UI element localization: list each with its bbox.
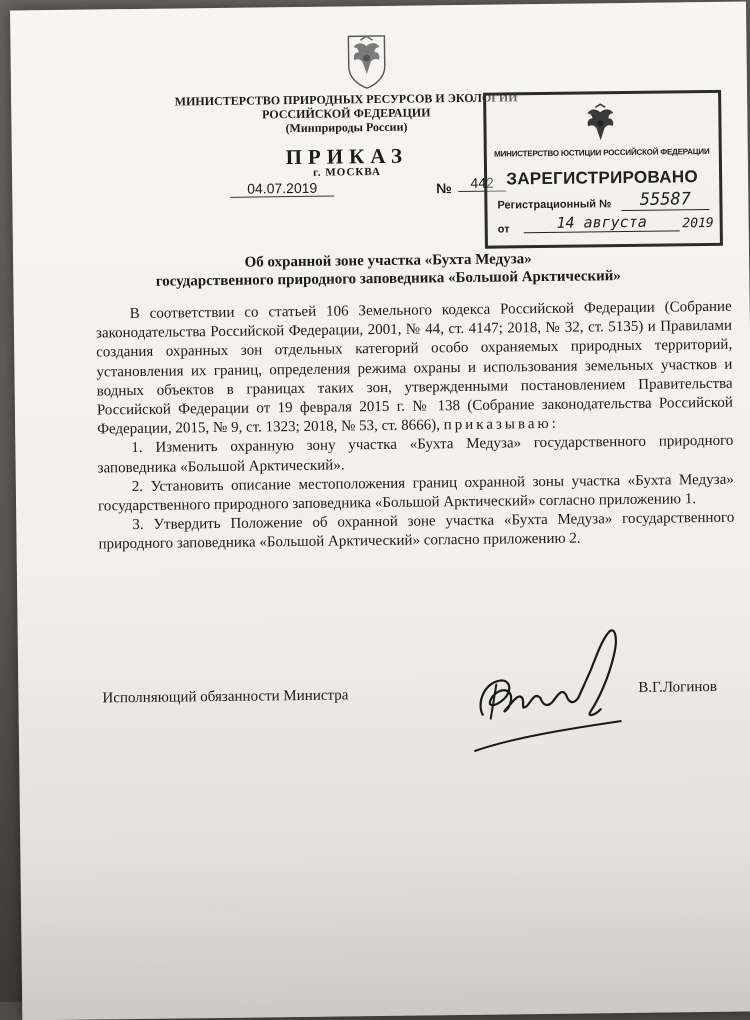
document-body	[96, 298, 735, 555]
order-item-1: 1. Изменить охранную зону участка «Бухта Медуза» государственного природного заповедника «Большой Арктический».	[97, 433, 734, 477]
acting-minister-title: Исполняющий обязанности Министра	[102, 687, 349, 707]
document-title	[93, 248, 683, 291]
coat-of-arms-icon	[342, 32, 391, 91]
stamp-emblem-icon	[580, 102, 621, 146]
document-page	[10, 2, 750, 1020]
preamble-paragraph	[96, 298, 734, 440]
order-number: 442	[458, 174, 506, 192]
stamp-department: МИНИСТЕРСТВО ЮСТИЦИИ РОССИЙСКОЙ ФЕДЕРАЦИИ	[494, 146, 710, 159]
order-item-3: 3. Утвердить Положение об охранной зоне участка «Бухта Медуза» государственного природного заповедника «Большой Арктический» согласно приложению 2.	[98, 509, 735, 553]
stamp-reg-year: 2019	[682, 215, 714, 232]
order-date: 04.07.2019	[230, 180, 334, 198]
order-number-label: №	[436, 180, 452, 197]
stamp-from-label: от	[497, 223, 510, 236]
signer-name: В.Г.Логинов	[638, 678, 718, 696]
preamble-text: В соответствии со статьей 106 Земельного кодекса Российской Федерации (Собрание законодательства Российской Федерации, 2001, № 44, ст. 4147; 2018, № 32, ст. 5135) и Правилами создания охранных зон отдельных категорий особо охраняемых природных территорий, установления их границ, определения режима охраны и использования земельных участков и водных объектов в границах таких зон, утвержденными постановлением Правительства Российской Федерации от 19 февраля 2015 г. № 138 (Собрание законодательства Российской Федерации, 2015, № 9, ст. 1323; 2018, № 53, ст. 8666),	[95, 298, 733, 438]
stamp-registered: ЗАРЕГИСТРИРОВАНО	[506, 167, 699, 189]
city: г. МОСКВА	[313, 165, 382, 179]
registration-stamp	[483, 90, 723, 249]
stamp-reg-number-label: Регистрационный №	[497, 198, 612, 212]
ministry-short-name: (Минприроды России)	[285, 119, 408, 136]
ministry-name-line2: РОССИЙСКОЙ ФЕДЕРАЦИИ	[261, 105, 431, 122]
ministry-name-line1: МИНИСТЕРСТВО ПРИРОДНЫХ РЕСУРСОВ И ЭКОЛОГИИ	[174, 90, 518, 109]
order-word: приказываю:	[443, 416, 559, 434]
order-item-2: 2. Установить описание местоположения границ охранной зоны участка «Бухта Медуза» государственного природного заповедника «Большой Арктический» согласно приложению 1.	[97, 471, 734, 515]
order-title: ПРИКАЗ	[285, 143, 409, 170]
ministry-header	[161, 90, 531, 137]
document-title-line1: Об охранной зоне участка «Бухта Медуза»	[244, 251, 532, 271]
signature	[470, 621, 632, 759]
stamp-reg-date: 14 августа	[524, 212, 680, 233]
document-title-line2: государственного природного заповедника «Большой Арктический»	[155, 268, 621, 290]
stamp-reg-number: 55587	[621, 189, 709, 211]
